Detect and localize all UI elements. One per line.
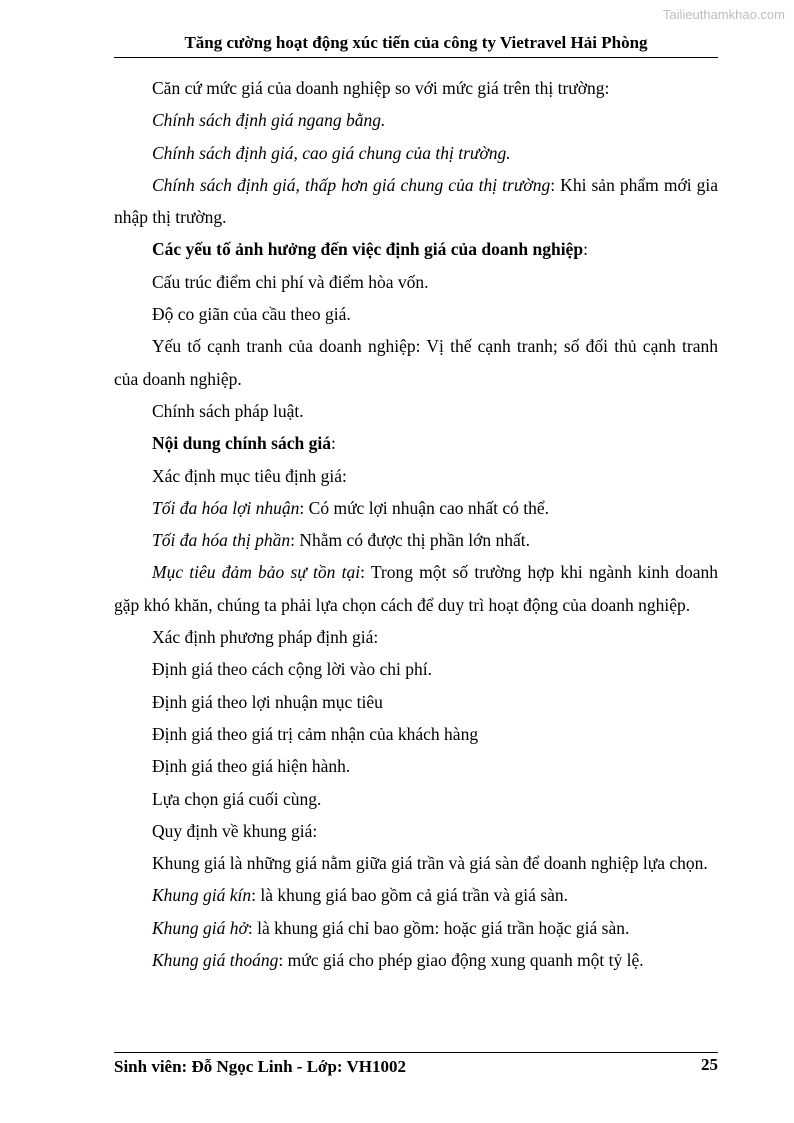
text-span: Định giá theo cách cộng lời vào chi phí. <box>152 659 432 680</box>
text-span: : Trong một số trường hợp khi ngành kinh doanh gặp khó khăn, chúng ta phải lựa chọn cách để duy trì hoạt động của doanh nghiệp. <box>114 562 718 615</box>
text-span: : là khung giá bao gồm cả giá trần và giá sàn. <box>251 885 569 906</box>
text-span: : Có mức lợi nhuận cao nhất có thể. <box>299 497 550 518</box>
text-span: Xác định mục tiêu định giá: <box>152 465 347 486</box>
paragraph <box>114 556 718 621</box>
paragraph <box>114 137 718 169</box>
paragraph <box>114 750 718 782</box>
document-body <box>114 72 718 976</box>
italic-text: Khung giá hở <box>152 917 248 938</box>
text-span: Định giá theo giá trị cảm nhận của khách hàng <box>152 723 479 744</box>
text-span: : Nhằm có được thị phần lớn nhất. <box>290 530 530 551</box>
bold-heading: Các yếu tố ảnh hưởng đến việc định giá của doanh nghiệp <box>152 239 584 260</box>
page-header-title: Tăng cường hoạt động xúc tiến của công ty Vietravel Hải Phòng <box>184 33 648 52</box>
text-span: Cấu trúc điểm chi phí và điểm hòa vốn. <box>152 271 429 292</box>
text-span: Khung giá là những giá nằm giữa giá trần và giá sàn để doanh nghiệp lựa chọn. <box>152 853 708 874</box>
italic-text: Khung giá kín <box>152 885 252 906</box>
paragraph <box>114 169 718 234</box>
paragraph <box>114 104 718 136</box>
text-span: Lựa chọn giá cuối cùng. <box>152 788 322 809</box>
paragraph <box>114 72 718 104</box>
paragraph <box>114 847 718 879</box>
paragraph <box>114 266 718 298</box>
paragraph <box>114 492 718 524</box>
text-span: Yếu tố cạnh tranh của doanh nghiệp: Vị thế cạnh tranh; số đối thủ cạnh tranh của doanh nghiệp. <box>114 336 718 389</box>
italic-text: Mục tiêu đảm bảo sự tồn tại <box>152 562 361 583</box>
paragraph <box>114 879 718 911</box>
paragraph <box>114 783 718 815</box>
paragraph <box>114 298 718 330</box>
paragraph <box>114 912 718 944</box>
paragraph <box>114 427 718 459</box>
bold-heading: Nội dung chính sách giá <box>152 433 331 454</box>
paragraph <box>114 524 718 556</box>
text-span: Chính sách pháp luật. <box>152 400 304 421</box>
paragraph <box>114 621 718 653</box>
italic-text: Chính sách định giá ngang bằng. <box>152 110 386 131</box>
text-span: Độ co giãn của cầu theo giá. <box>152 304 351 325</box>
student-info: Sinh viên: Đỗ Ngọc Linh - Lớp: VH1002 <box>114 1057 407 1076</box>
paragraph <box>114 815 718 847</box>
text-span: Định giá theo giá hiện hành. <box>152 756 351 777</box>
text-span: Căn cứ mức giá của doanh nghiệp so với mức giá trên thị trường: <box>152 78 610 98</box>
paragraph <box>114 718 718 750</box>
text-span: : Khi sản phẩm mới gia nhập thị trường. <box>114 174 718 228</box>
text-span: : <box>583 239 588 260</box>
italic-text: Tối đa hóa thị phần <box>152 530 291 551</box>
text-span: : là khung giá chỉ bao gồm: hoặc giá trần hoặc giá sàn. <box>247 917 630 938</box>
paragraph <box>114 460 718 492</box>
text-span: Xác định phương pháp định giá: <box>152 627 379 648</box>
paragraph <box>114 944 718 976</box>
text-span: Định giá theo lợi nhuận mục tiêu <box>152 691 383 712</box>
italic-text: Khung giá thoáng <box>152 950 279 971</box>
text-span: Quy định về khung giá: <box>152 820 318 841</box>
watermark: Tailieuthamkhao.com <box>662 7 785 22</box>
text-span: : mức giá cho phép giao động xung quanh một tỷ lệ. <box>278 950 644 971</box>
italic-text: Chính sách định giá, thấp hơn giá chung của thị trường <box>152 174 551 195</box>
header-divider <box>114 57 718 58</box>
paragraph <box>114 653 718 685</box>
italic-text: Chính sách định giá, cao giá chung của thị trường. <box>152 142 511 163</box>
text-span: : <box>330 433 336 454</box>
paragraph <box>114 233 718 265</box>
paragraph <box>114 330 718 395</box>
footer-divider <box>114 1052 718 1053</box>
page-number: 25 <box>701 1055 718 1074</box>
italic-text: Tối đa hóa lợi nhuận <box>152 497 300 518</box>
paragraph <box>114 395 718 427</box>
paragraph <box>114 686 718 718</box>
